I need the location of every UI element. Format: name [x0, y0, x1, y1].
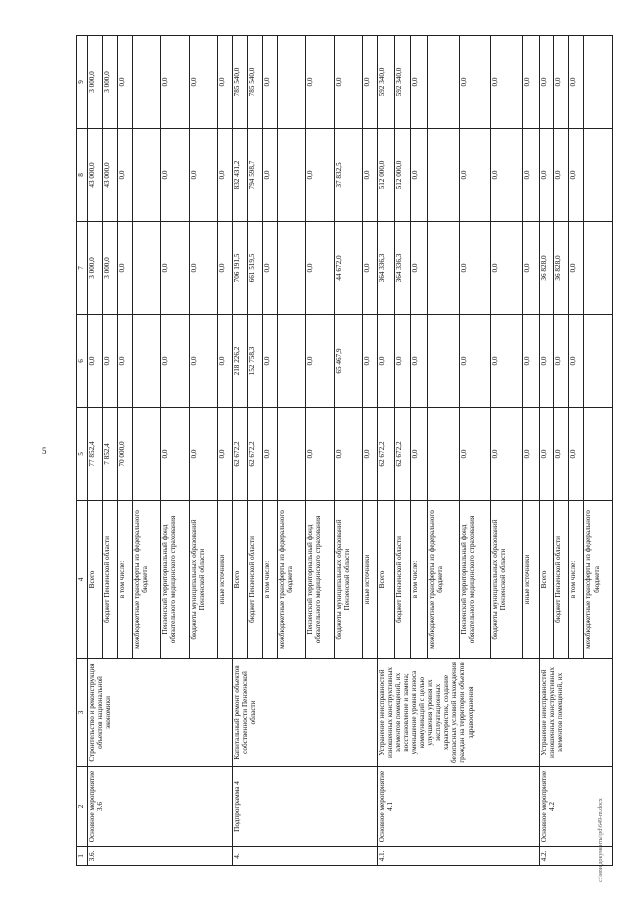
amount-cell: 0,0	[117, 315, 132, 408]
amount-cell	[584, 36, 613, 129]
row-number: 3.6.	[88, 847, 233, 866]
program-name: Основное мероприятие 3.6	[88, 767, 233, 847]
amount-cell: 0,0	[539, 36, 554, 129]
amount-cell: 661 519,5	[247, 222, 262, 315]
header-cell: 3	[77, 659, 88, 767]
amount-cell: 0,0	[522, 408, 539, 501]
amount-cell: 0,0	[161, 315, 189, 408]
program-description: Устранение неисправностей изношенных конструктивных элементов помещений, их восстановление и замена; уменьшение уровня износа коммуникаций с целью улучшения уровня их эксплуатационных характеристик, создание безопасных условий нахождения граждан на территории объектов здравоохранения	[377, 659, 539, 767]
amount-cell: 77 852,4	[88, 408, 103, 501]
amount-cell: 0,0	[217, 408, 232, 501]
amount-cell: 0,0	[554, 129, 569, 222]
amount-cell: 152 758,3	[247, 315, 262, 408]
amount-cell: 0,0	[522, 36, 539, 129]
amount-cell: 0,0	[459, 129, 491, 222]
amount-cell: 364 336,3	[377, 222, 394, 315]
amount-cell: 0,0	[306, 222, 334, 315]
header-cell: 6	[77, 315, 88, 408]
amount-cell: 0,0	[569, 315, 584, 408]
amount-cell: 0,0	[459, 408, 491, 501]
amount-cell: 0,0	[88, 315, 103, 408]
amount-cell: 0,0	[262, 315, 277, 408]
amount-cell	[584, 408, 613, 501]
amount-cell: 0,0	[262, 222, 277, 315]
amount-cell	[584, 129, 613, 222]
program-name: Подпрограмма 4	[232, 767, 377, 847]
amount-cell: 0,0	[394, 315, 411, 408]
budget-table	[76, 35, 613, 866]
rotated-table-container	[76, 36, 613, 866]
table-row	[232, 36, 247, 866]
funding-source: Пензенский территориальный фонд обязательного медицинского страхования	[459, 501, 491, 659]
amount-cell: 706 191,5	[232, 222, 247, 315]
amount-cell: 0,0	[411, 408, 428, 501]
amount-cell: 832 431,2	[232, 129, 247, 222]
program-name: Основное мероприятие 4.1	[377, 767, 539, 847]
amount-cell: 0,0	[362, 222, 377, 315]
amount-cell: 0,0	[539, 408, 554, 501]
amount-cell: 512 000,0	[394, 129, 411, 222]
amount-cell	[277, 315, 305, 408]
amount-cell: 0,0	[262, 36, 277, 129]
footer-path: c:\мои документы\pd\649-m.docx	[598, 798, 604, 882]
funding-source: бюджеты муниципальных образований Пензенской области	[491, 501, 523, 659]
amount-cell: 0,0	[459, 222, 491, 315]
amount-cell: 0,0	[522, 315, 539, 408]
amount-cell: 0,0	[161, 408, 189, 501]
funding-source: в том числе:	[411, 501, 428, 659]
amount-cell: 0,0	[459, 315, 491, 408]
amount-cell: 0,0	[459, 36, 491, 129]
amount-cell: 0,0	[189, 36, 217, 129]
amount-cell: 364 336,3	[394, 222, 411, 315]
amount-cell: 218 226,2	[232, 315, 247, 408]
amount-cell: 0,0	[554, 36, 569, 129]
amount-cell: 0,0	[569, 408, 584, 501]
amount-cell: 0,0	[217, 222, 232, 315]
header-row	[77, 36, 88, 866]
funding-source: Всего	[232, 501, 247, 659]
funding-source: бюджеты муниципальных образований Пензенской области	[189, 501, 217, 659]
amount-cell: 62 672,2	[377, 408, 394, 501]
amount-cell: 0,0	[306, 315, 334, 408]
amount-cell: 512 000,0	[377, 129, 394, 222]
program-name: Основное мероприятие 4.2	[539, 767, 613, 847]
program-description: Строительство и реконструкция объектов национальной экономики	[88, 659, 233, 767]
amount-cell: 0,0	[411, 222, 428, 315]
amount-cell: 3 000,0	[102, 222, 117, 315]
amount-cell	[132, 129, 160, 222]
amount-cell: 62 672,2	[394, 408, 411, 501]
funding-source: иные источники	[522, 501, 539, 659]
amount-cell: 0,0	[554, 315, 569, 408]
amount-cell	[584, 222, 613, 315]
amount-cell	[132, 36, 160, 129]
amount-cell	[428, 222, 460, 315]
amount-cell: 0,0	[569, 129, 584, 222]
amount-cell: 0,0	[539, 315, 554, 408]
funding-source: в том числе:	[569, 501, 584, 659]
amount-cell: 0,0	[189, 129, 217, 222]
amount-cell: 592 340,0	[377, 36, 394, 129]
amount-cell: 0,0	[262, 129, 277, 222]
amount-cell	[132, 408, 160, 501]
program-description: Устранение неисправностей изношенных конструктивных элементов помещений, их	[539, 659, 613, 767]
amount-cell: 0,0	[491, 408, 523, 501]
amount-cell	[428, 315, 460, 408]
header-cell: 1	[77, 847, 88, 866]
amount-cell: 43 000,0	[88, 129, 103, 222]
row-number: 4.	[232, 847, 377, 866]
amount-cell: 0,0	[411, 36, 428, 129]
amount-cell: 62 672,2	[232, 408, 247, 501]
amount-cell: 0,0	[362, 36, 377, 129]
amount-cell: 0,0	[522, 129, 539, 222]
amount-cell: 0,0	[189, 408, 217, 501]
amount-cell: 0,0	[522, 222, 539, 315]
program-description: Капитальный ремонт объектов собственности Пензенской области	[232, 659, 377, 767]
amount-cell: 3 000,0	[88, 36, 103, 129]
amount-cell: 7 852,4	[102, 408, 117, 501]
funding-source: бюджеты муниципальных образований Пензенской области	[334, 501, 362, 659]
amount-cell: 0,0	[334, 36, 362, 129]
amount-cell	[277, 222, 305, 315]
amount-cell	[277, 129, 305, 222]
amount-cell: 0,0	[262, 408, 277, 501]
amount-cell: 0,0	[491, 222, 523, 315]
funding-source: иные источники	[362, 501, 377, 659]
amount-cell: 0,0	[102, 315, 117, 408]
amount-cell: 0,0	[189, 222, 217, 315]
amount-cell: 0,0	[117, 36, 132, 129]
amount-cell: 0,0	[217, 129, 232, 222]
amount-cell	[428, 36, 460, 129]
amount-cell: 70 000,0	[117, 408, 132, 501]
table-body	[77, 36, 613, 866]
funding-source: межбюджетные трансферты из федерального бюджета	[428, 501, 460, 659]
funding-source: в том числе:	[262, 501, 277, 659]
amount-cell: 0,0	[306, 129, 334, 222]
amount-cell: 0,0	[217, 315, 232, 408]
amount-cell: 0,0	[411, 129, 428, 222]
amount-cell	[428, 129, 460, 222]
header-cell: 2	[77, 767, 88, 847]
funding-source: межбюджетные трансферты из федерального бюджета	[584, 501, 613, 659]
funding-source: Всего	[539, 501, 554, 659]
amount-cell: 0,0	[569, 36, 584, 129]
header-cell: 8	[77, 129, 88, 222]
amount-cell: 0,0	[491, 36, 523, 129]
amount-cell: 3 000,0	[102, 36, 117, 129]
amount-cell: 0,0	[161, 36, 189, 129]
amount-cell: 44 672,0	[334, 222, 362, 315]
page-number: 5	[42, 446, 47, 456]
funding-source: иные источники	[217, 501, 232, 659]
amount-cell: 0,0	[362, 408, 377, 501]
amount-cell: 592 340,0	[394, 36, 411, 129]
header-cell: 7	[77, 222, 88, 315]
funding-source: бюджет Пензенской области	[554, 501, 569, 659]
amount-cell: 785 540,0	[247, 36, 262, 129]
row-number: 4.2.	[539, 847, 613, 866]
amount-cell: 37 832,5	[334, 129, 362, 222]
amount-cell	[132, 315, 160, 408]
amount-cell: 785 540,0	[232, 36, 247, 129]
amount-cell	[132, 222, 160, 315]
row-number: 4.1.	[377, 847, 539, 866]
funding-source: Пензенский территориальный фонд обязательного медицинского страхования	[306, 501, 334, 659]
amount-cell: 36 828,0	[554, 222, 569, 315]
amount-cell: 0,0	[554, 408, 569, 501]
funding-source: Всего	[88, 501, 103, 659]
amount-cell: 0,0	[117, 129, 132, 222]
amount-cell: 0,0	[306, 36, 334, 129]
amount-cell: 0,0	[161, 222, 189, 315]
funding-source: в том числе:	[117, 501, 132, 659]
funding-source: бюджет Пензенской области	[394, 501, 411, 659]
funding-source: Пензенский территориальный фонд обязательного медицинского страхования	[161, 501, 189, 659]
funding-source: бюджет Пензенской области	[102, 501, 117, 659]
table-row	[88, 36, 103, 866]
funding-source: межбюджетные трансферты из федерального бюджета	[132, 501, 160, 659]
amount-cell: 0,0	[411, 315, 428, 408]
amount-cell: 0,0	[377, 315, 394, 408]
amount-cell: 0,0	[539, 129, 554, 222]
amount-cell: 3 000,0	[88, 222, 103, 315]
amount-cell: 36 828,0	[539, 222, 554, 315]
amount-cell	[277, 408, 305, 501]
amount-cell: 65 467,9	[334, 315, 362, 408]
funding-source: Всего	[377, 501, 394, 659]
header-cell: 4	[77, 501, 88, 659]
amount-cell: 0,0	[362, 315, 377, 408]
amount-cell	[428, 408, 460, 501]
amount-cell: 43 000,0	[102, 129, 117, 222]
amount-cell: 0,0	[217, 36, 232, 129]
header-cell: 5	[77, 408, 88, 501]
amount-cell: 0,0	[362, 129, 377, 222]
amount-cell: 0,0	[189, 315, 217, 408]
amount-cell: 0,0	[491, 315, 523, 408]
amount-cell: 0,0	[491, 129, 523, 222]
table-row	[539, 36, 554, 866]
amount-cell: 794 598,7	[247, 129, 262, 222]
amount-cell: 0,0	[569, 222, 584, 315]
header-cell: 9	[77, 36, 88, 129]
amount-cell: 0,0	[334, 408, 362, 501]
amount-cell	[584, 315, 613, 408]
amount-cell: 0,0	[306, 408, 334, 501]
funding-source: бюджет Пензенской области	[247, 501, 262, 659]
amount-cell	[277, 36, 305, 129]
amount-cell: 62 672,2	[247, 408, 262, 501]
amount-cell: 0,0	[161, 129, 189, 222]
table-row	[377, 36, 394, 866]
amount-cell: 0,0	[117, 222, 132, 315]
funding-source: межбюджетные трансферты из федерального бюджета	[277, 501, 305, 659]
